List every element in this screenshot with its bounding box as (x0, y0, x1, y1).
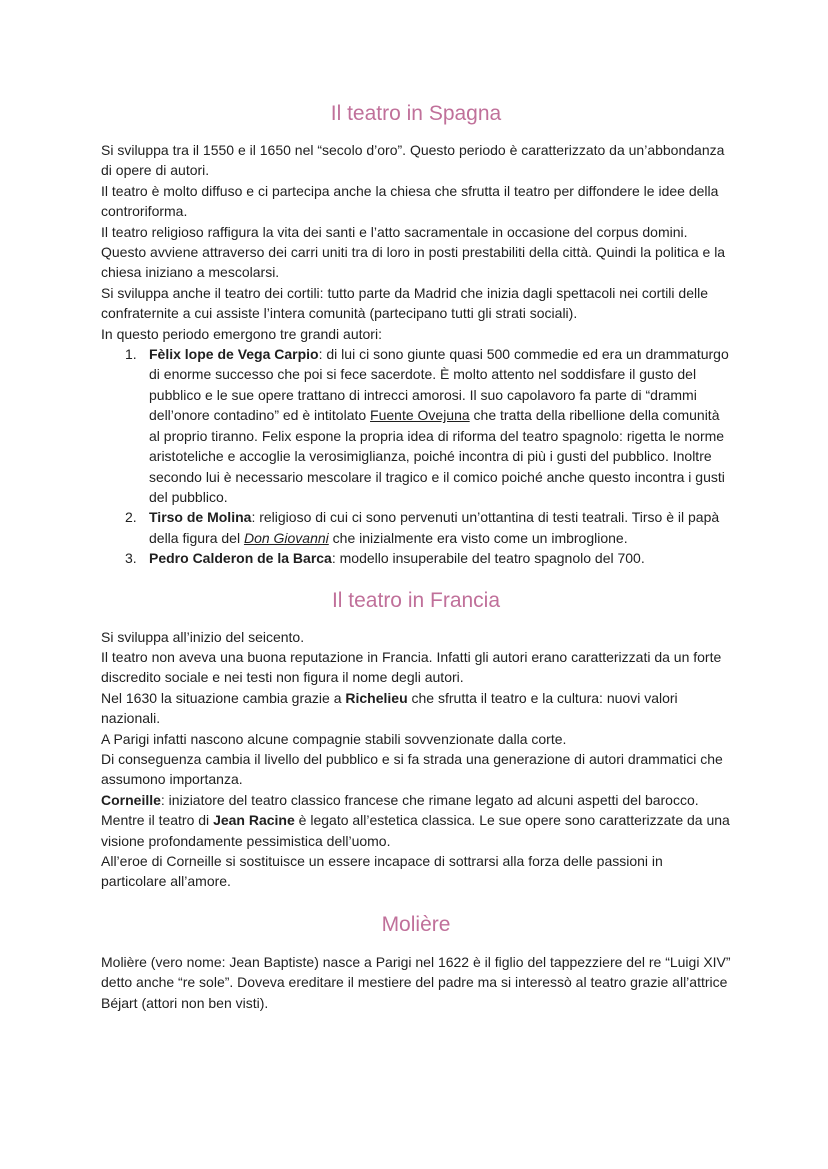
author-name: Tirso de Molina (149, 509, 252, 526)
text-segment: Mentre il teatro di (101, 812, 214, 829)
name-jean-racine: Jean Racine (213, 812, 295, 829)
paragraph-francia-5: Di conseguenza cambia il livello del pubblico e si fa strada una generazione di autori drammatici che assumono importanza. (101, 750, 723, 788)
list-number: 2. (125, 509, 137, 526)
paragraph-francia-6 (101, 790, 731, 810)
text-segment: : iniziatore del teatro classico francese che rimane legato ad alcuni aspetti del barocco. (160, 791, 699, 808)
paragraph-spagna-2: Il teatro è molto diffuso e ci partecipa anche la chiesa che sfrutta il teatro per diffondere le idee della controriforma. (101, 182, 719, 220)
heading-teatro-spagna: Il teatro in Spagna (330, 102, 502, 125)
work-title-don-giovanni: Don Giovanni (243, 529, 329, 546)
paragraph-spagna-5: In questo periodo emergono tre grandi autori: (101, 325, 382, 342)
paragraph-francia-7 (101, 810, 731, 851)
paragraph-moliere-1: Molière (vero nome: Jean Baptiste) nasce a Parigi nel 1622 è il figlio del tappezziere del re “Luigi XIV” detto anche “re sole”. Doveva ereditare il mestiere del padre ma si interessò al teatro grazie all’attrice Béjart (attori non ben visti). (101, 953, 731, 1011)
list-number: 1. (125, 346, 137, 363)
author-text-continued: che inizialmente era visto come un imbroglione. (328, 529, 628, 546)
list-item-lope-de-vega (125, 344, 731, 507)
list-number: 3. (125, 550, 137, 567)
authors-list (101, 344, 731, 568)
author-name: Pedro Calderon de la Barca (149, 550, 332, 567)
list-item-tirso-de-molina (125, 507, 731, 548)
name-corneille: Corneille (101, 791, 161, 808)
paragraph-spagna-3: Il teatro religioso raffigura la vita dei santi e l’atto sacramentale in occasione del corpus domini. Questo avviene attraverso dei carri uniti tra di loro in posti prestabiliti della città. Quindi la politica e la chiesa iniziano a mescolarsi. (101, 223, 726, 281)
document-page (101, 99, 731, 1013)
heading-moliere: Molière (381, 912, 451, 936)
work-title-fuente-ovejuna: Fuente Ovejuna (370, 407, 470, 424)
paragraph-francia-4: A Parigi infatti nascono alcune compagnie stabili sovvenzionate dalla corte. (101, 730, 567, 747)
author-text: : di lui ci sono giunte quasi 500 commedie ed era un drammaturgo di enorme successo che poi si fece sacerdote. È molto attento nel soddisfare il gusto del pubblico e le sue opere trattano di intrecci amorosi. Il suo capolavoro fa parte di “drammi dell’onore contadino” ed è intitolato (149, 346, 729, 424)
paragraph-spagna-4: Si sviluppa anche il teatro dei cortili: tutto parte da Madrid che inizia dagli spettacoli nei cortili delle confraternite a cui assiste l’intera comunità (partecipano tutti gli strati sociali). (101, 284, 708, 322)
paragraph-francia-2: Il teatro non aveva una buona reputazione in Francia. Infatti gli autori erano caratterizzati da un forte discredito sociale e nei testi non figura il nome degli autori. (101, 648, 722, 686)
name-richelieu: Richelieu (345, 689, 408, 706)
paragraph-francia-3 (101, 688, 731, 729)
author-text-continued: che tratta della ribellione della comunità al proprio tiranno. Felix espone la propria idea di riforma del teatro spagnolo: rigetta le norme aristoteliche e accoglie la verosimiglianza, poiché incontra di più i gusti del pubblico. Inoltre secondo lui è necessario mescolare il tragico e il comico poiché anche questo incontra i gusti del pubblico. (149, 407, 725, 505)
text-segment: è legato all’estetica classica. Le sue opere sono caratterizzate da una visione profondamente pessimistica dell’uomo. (101, 812, 730, 849)
text-segment: che sfrutta il teatro e la cultura: nuovi valori nazionali. (101, 689, 678, 727)
author-name: Fèlix lope de Vega Carpio (149, 346, 319, 363)
paragraph-francia-1: Si sviluppa all’inizio del seicento. (101, 628, 305, 645)
heading-teatro-francia: Il teatro in Francia (331, 588, 501, 612)
author-text: : religioso di cui ci sono pervenuti un’ottantina di testi teatrali. Tirso è il papà della figura del (149, 509, 720, 546)
list-item-calderon (125, 548, 731, 568)
text-segment: Nel 1630 la situazione cambia grazie a (101, 689, 346, 706)
author-text: : modello insuperabile del teatro spagnolo del 700. (331, 550, 645, 567)
paragraph-francia-8: All’eroe di Corneille si sostituisce un essere incapace di sottrarsi alla forza delle passioni in particolare all’amore. (101, 853, 663, 890)
paragraph-spagna-1: Si sviluppa tra il 1550 e il 1650 nel “secolo d’oro”. Questo periodo è caratterizzato da un’abbondanza di opere di autori. (101, 142, 725, 179)
